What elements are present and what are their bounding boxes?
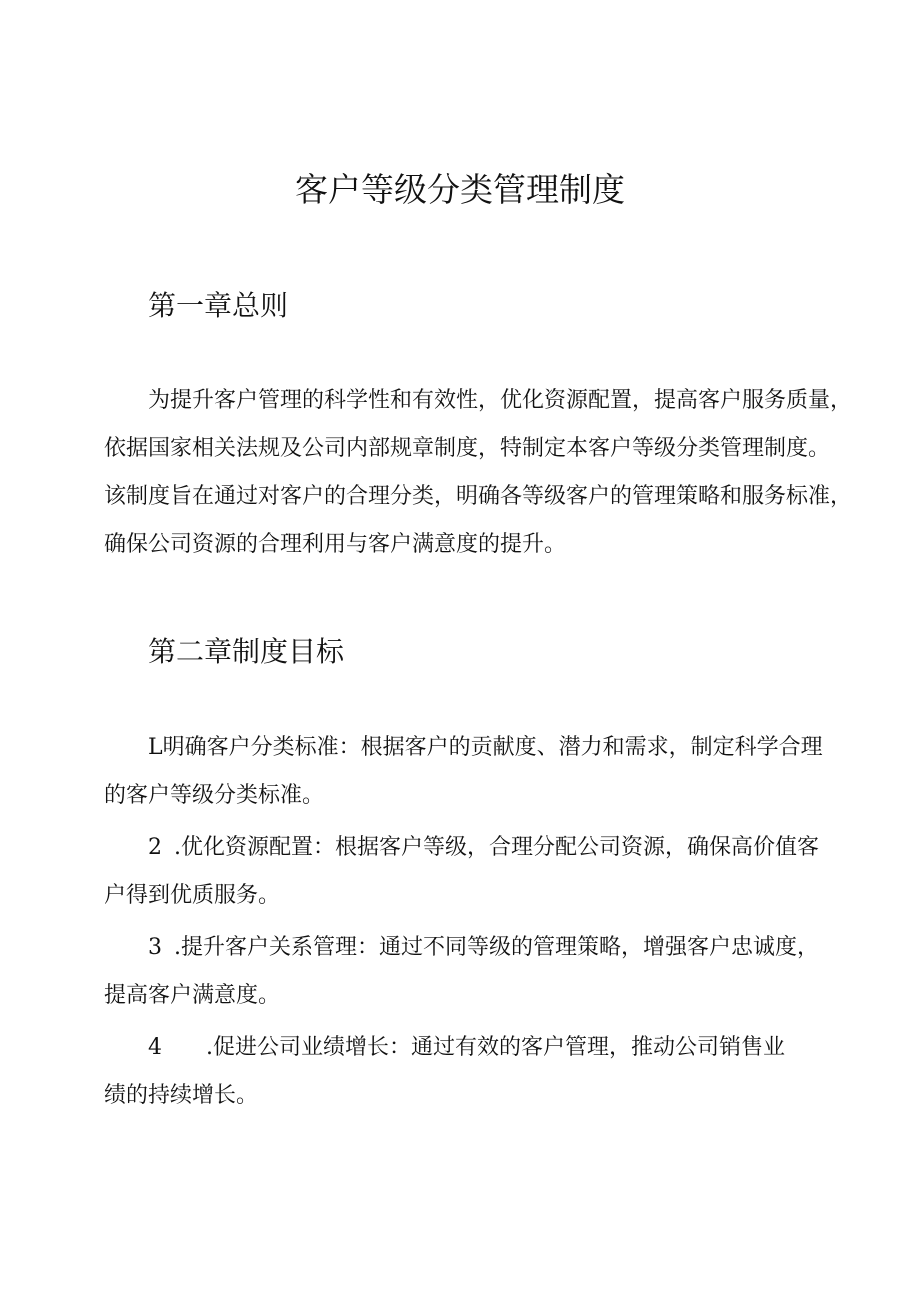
chapter-2-heading: 第二章制度目标	[148, 635, 345, 668]
document-title: 客户等级分类管理制度	[295, 170, 625, 209]
goal-item-text: .提升客户关系管理：通过不同等级的管理策略，增强客户忠诚度，	[174, 935, 819, 960]
goal-item-text: .促进公司业绩增长：通过有效的客户管理，推动公司销售业	[206, 1035, 785, 1060]
goal-item-number: L	[148, 735, 163, 760]
goal-item-line	[104, 924, 844, 972]
paragraph-line: 依据国家相关法规及公司内部规章制度，特制定本客户等级分类管理制度。	[104, 436, 831, 461]
goal-item-continuation: 的客户等级分类标准。	[104, 783, 325, 808]
goal-item-4	[104, 1024, 844, 1120]
goal-item-3	[104, 924, 844, 1020]
goal-item-number: 4	[148, 1035, 162, 1060]
goal-item-1	[104, 724, 844, 820]
paragraph-line: 为提升客户管理的科学性和有效性，优化资源配置，提高客户服务质量，	[148, 388, 853, 413]
goal-item-line	[104, 1024, 844, 1072]
goal-item-continuation: 户得到优质服务。	[104, 883, 281, 908]
goal-item-number: 2	[148, 835, 162, 860]
goal-item-line	[104, 824, 844, 872]
paragraph-line: 确保公司资源的合理利用与客户满意度的提升。	[104, 532, 567, 557]
paragraph-line: 该制度旨在通过对客户的合理分类，明确各等级客户的管理策略和服务标准，	[104, 484, 853, 509]
goal-item-number: 3	[148, 935, 162, 960]
goal-item-continuation: 提高客户满意度。	[104, 983, 281, 1008]
goal-item-2	[104, 824, 844, 920]
chapter-1-paragraph	[104, 377, 853, 569]
goal-item-text: 明确客户分类标准：根据客户的贡献度、潜力和需求，制定科学合理	[162, 735, 823, 760]
goal-item-continuation: 绩的持续增长。	[104, 1083, 259, 1108]
goal-item-text: .优化资源配置：根据客户等级，合理分配公司资源，确保高价值客	[174, 835, 819, 860]
goal-item-line	[104, 724, 844, 772]
chapter-1-heading: 第一章总则	[148, 289, 289, 322]
